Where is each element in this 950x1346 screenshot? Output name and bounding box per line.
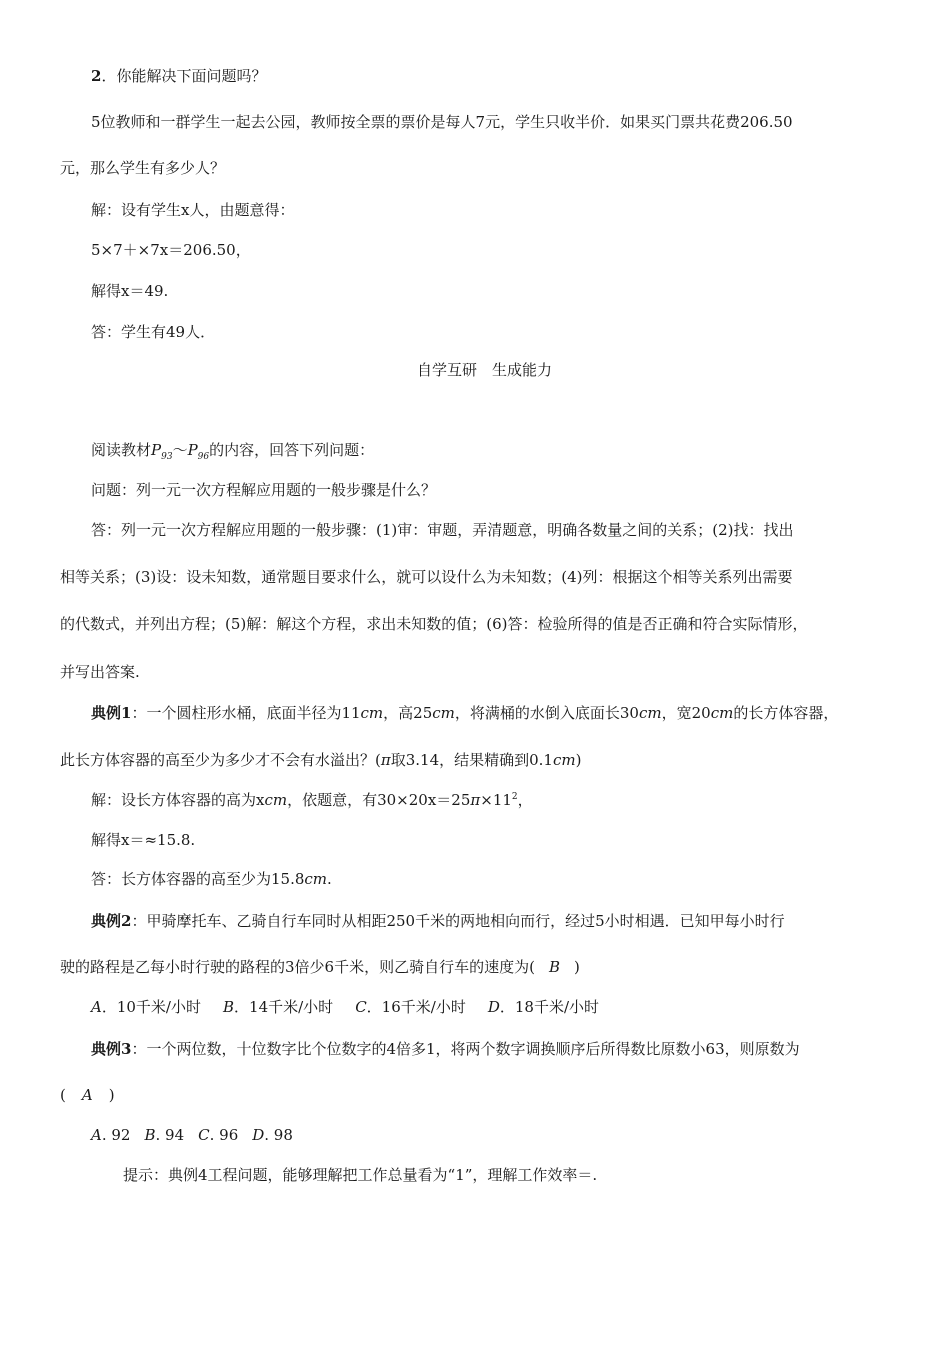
- example-3-answer: A: [81, 1086, 93, 1104]
- example-1-line-2: 此长方体容器的高至少为多少才不会有水溢出？(π取3.14，结果精确到0.1cm): [60, 751, 582, 769]
- section-title: 自学互研 生成能力: [417, 361, 553, 379]
- hint-text: 提示：典例4工程问题，能够理解把工作总量看为“1”，理解工作效率＝.: [123, 1166, 598, 1184]
- example-3-label: 典例3: [91, 1040, 132, 1058]
- example-2-answer: B: [548, 958, 560, 976]
- question-2-heading: [91, 66, 266, 86]
- example-3-options: A. 92 B. 94 C. 96 D. 98: [91, 1126, 293, 1144]
- reading-tilde: ～: [172, 441, 188, 459]
- example-1-label: 典例1: [91, 704, 132, 722]
- question-2-title: ．你能解决下面问题吗？: [101, 67, 267, 85]
- example-2-label: 典例2: [91, 912, 132, 930]
- question-text: 问题：列一元一次方程解应用题的一般步骤是什么？: [91, 481, 437, 499]
- solution-result: 解得x＝49.: [91, 282, 169, 300]
- reading-pre: 阅读教材: [91, 441, 152, 459]
- answer-line-4: 并写出答案.: [60, 663, 140, 681]
- problem-text-line-1: 5位教师和一群学生一起去公园，教师按全票的票价是每人7元，学生只收半价．如果买门票共花费206.50: [91, 113, 793, 131]
- solution-equation: 5×7＋×7x＝206.50，: [91, 241, 251, 259]
- question-number: 2: [91, 67, 102, 85]
- solution-step-1: 解：设有学生x人，由题意得：: [91, 201, 295, 219]
- reading-post: 的内容，回答下列问题：: [209, 441, 375, 459]
- page-ref-end: $P_{96}$: [187, 441, 210, 462]
- example-1-solution: 解：设长方体容器的高为xcm，依题意，有$30\times 20x=25\pi\times 11^2$，: [91, 791, 533, 809]
- example-2-line-2: 驶的路程是乙每小时行驶的路程的3倍少6千米，则乙骑自行车的速度为( B ): [60, 958, 580, 976]
- example-2-line-1: 典例2：甲骑摩托车、乙骑自行车同时从相距250千米的两地相向而行，经过5小时相遇．已知甲每小时行: [91, 912, 785, 930]
- answer-line-3: 的代数式，并列出方程；(5)解：解这个方程，求出未知数的值；(6)答：检验所得的值是否正确和符合实际情形，: [60, 615, 808, 633]
- solution-answer: 答：学生有49人．: [91, 323, 216, 341]
- problem-text-line-2: 元，那么学生有多少人？: [60, 159, 226, 177]
- page-ref-start: $P_{93}$: [151, 441, 173, 462]
- reading-instruction: [91, 440, 374, 460]
- example-3-answer-line: ( A ): [60, 1086, 115, 1104]
- example-3-line-1: 典例3：一个两位数，十位数字比个位数字的4倍多1，将两个数字调换顺序后所得数比原数小63，则原数为: [91, 1040, 800, 1058]
- answer-line-1: 答：列一元一次方程解应用题的一般步骤：(1)审：审题，弄清题意，明确各数量之间的关系；(2)找：找出: [91, 521, 794, 539]
- answer-line-2: 相等关系；(3)设：设未知数，通常题目要求什么，就可以设什么为未知数；(4)列：根据这个相等关系列出需要: [60, 568, 793, 586]
- example-1-line-1: 典例1：一个圆柱形水桶，底面半径为11cm，高25cm，将满桶的水倒入底面长30cm，宽20cm的长方体容器，: [91, 704, 839, 722]
- example-1-answer: 答：长方体容器的高至少为15.8cm.: [91, 870, 332, 888]
- example-1-result: 解得x＝≈15.8.: [91, 831, 196, 849]
- example-2-options: A．10千米/小时 B．14千米/小时 C．16千米/小时 D．18千米/小时: [91, 998, 600, 1016]
